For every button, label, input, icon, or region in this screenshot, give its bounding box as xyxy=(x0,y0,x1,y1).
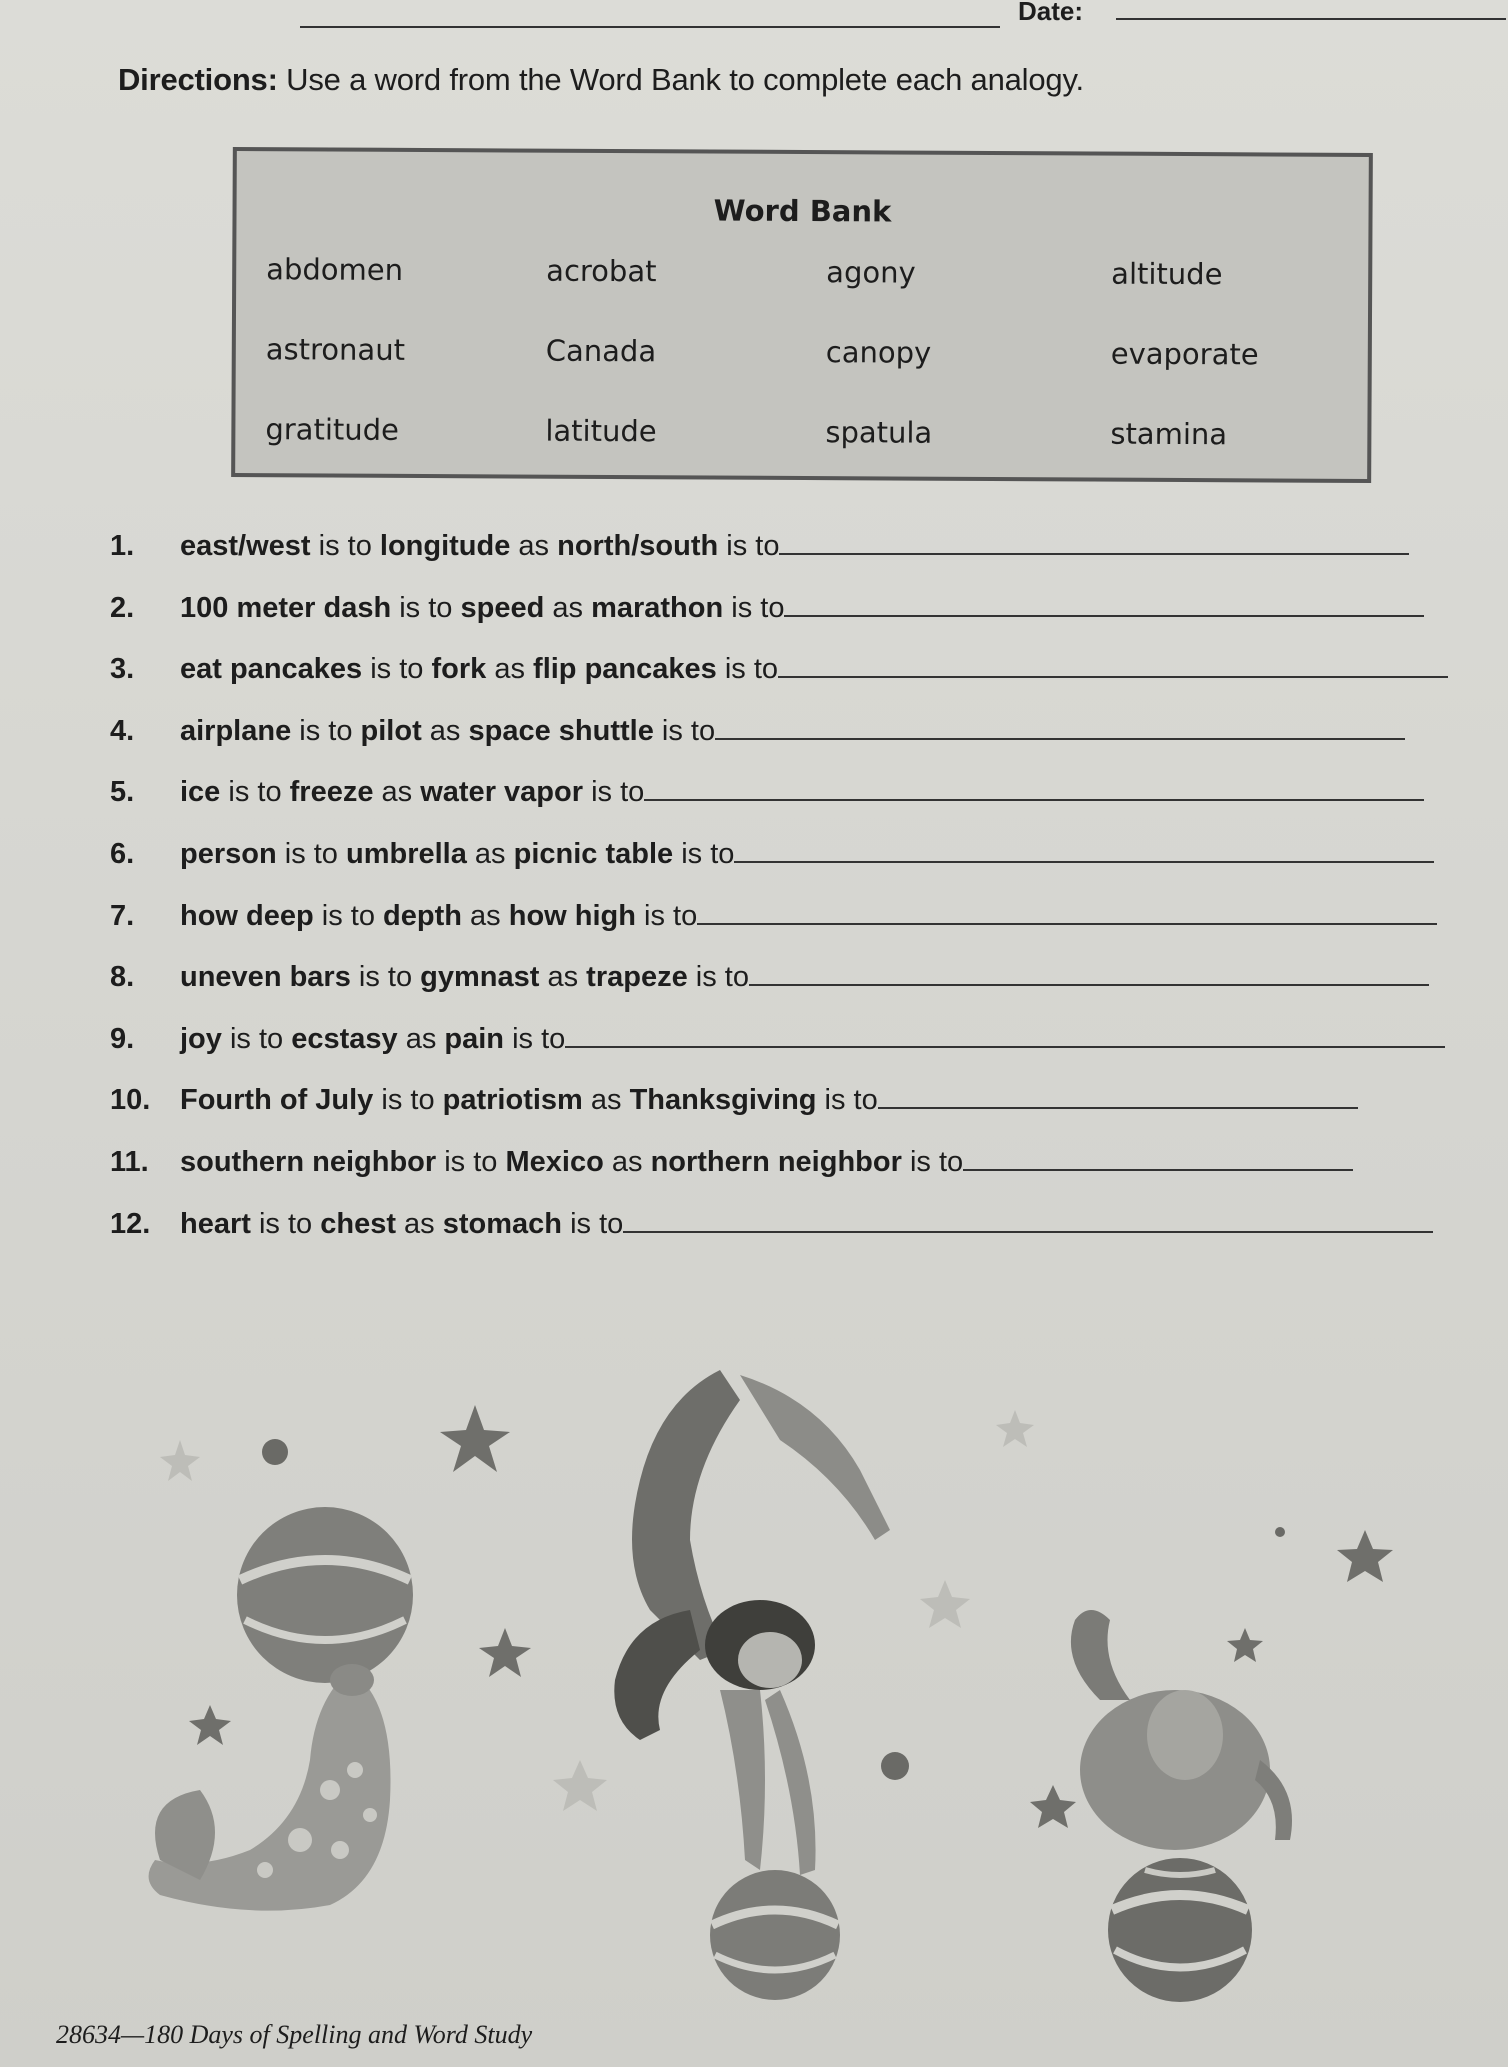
term-b: longitude xyxy=(379,530,511,562)
term-a: uneven bars xyxy=(180,961,351,994)
term-b: chest xyxy=(320,1207,396,1240)
connector: is to xyxy=(562,1207,624,1240)
word-bank-word: agony xyxy=(826,255,916,290)
connector: as xyxy=(461,899,509,932)
connector: is to xyxy=(221,1022,292,1055)
term-a: how deep xyxy=(180,899,314,932)
connector: as xyxy=(397,1022,445,1055)
connector: is to xyxy=(350,961,421,994)
term-b: gymnast xyxy=(420,961,540,994)
connector: as xyxy=(544,591,592,624)
connector: as xyxy=(510,530,558,562)
connector: is to xyxy=(583,776,645,809)
connector: is to xyxy=(635,899,698,932)
term-a: east/west xyxy=(180,530,311,562)
connector: as xyxy=(396,1207,443,1240)
star-icon xyxy=(479,1628,531,1677)
word-bank-word: gratitude xyxy=(265,412,400,447)
connector: is to xyxy=(220,776,290,809)
connector: is to xyxy=(313,899,384,932)
term-c: trapeze xyxy=(586,961,688,994)
word-bank-word: evaporate xyxy=(1110,336,1259,372)
connector: is to xyxy=(373,1084,443,1117)
term-c: pain xyxy=(444,1022,505,1055)
term-a: person xyxy=(180,837,277,870)
word-bank-word: Canada xyxy=(545,333,657,369)
term-c: how high xyxy=(508,899,636,932)
connector: is to xyxy=(816,1084,878,1117)
connector: is to xyxy=(673,837,735,870)
star-icon xyxy=(1337,1530,1393,1582)
connector: as xyxy=(486,653,534,686)
star-icon xyxy=(1227,1628,1263,1662)
connector: as xyxy=(539,961,587,994)
question-number: 6. xyxy=(110,837,135,870)
connector: is to xyxy=(716,653,779,686)
connector: is to xyxy=(653,714,716,747)
question-number: 8. xyxy=(110,961,135,994)
connector: is to xyxy=(901,1145,964,1178)
star-icon xyxy=(160,1440,200,1481)
connector: is to xyxy=(310,530,380,562)
term-c: picnic table xyxy=(513,837,674,870)
term-a: airplane xyxy=(180,714,292,747)
directions-label: Directions: xyxy=(118,62,278,97)
term-b: patriotism xyxy=(442,1084,583,1117)
star-icon xyxy=(1030,1785,1076,1828)
term-a: 100 meter dash xyxy=(180,591,392,624)
connector: as xyxy=(603,1145,651,1178)
term-a: ice xyxy=(180,776,221,809)
term-b: depth xyxy=(383,899,462,932)
term-c: flip pancakes xyxy=(533,653,717,686)
term-c: water vapor xyxy=(420,776,584,809)
question-number: 9. xyxy=(110,1022,135,1055)
directions-text: Use a word from the Word Bank to complete each analogy. xyxy=(286,62,1084,97)
connector: as xyxy=(421,714,469,747)
question-number: 5. xyxy=(110,776,135,809)
connector: as xyxy=(582,1084,630,1117)
word-bank-word: spatula xyxy=(825,415,933,450)
word-bank-word: astronaut xyxy=(265,332,406,367)
term-b: pilot xyxy=(360,714,422,747)
star-icon xyxy=(996,1410,1034,1447)
question-number: 4. xyxy=(110,714,135,747)
question-number: 12. xyxy=(110,1207,151,1240)
term-a: eat pancakes xyxy=(180,653,363,686)
question-number: 2. xyxy=(110,591,135,624)
star-icon xyxy=(920,1580,970,1628)
connector: as xyxy=(466,837,514,870)
term-b: ecstasy xyxy=(291,1022,398,1055)
question-number: 1. xyxy=(110,530,135,562)
star-icon xyxy=(440,1405,510,1472)
question-number: 11. xyxy=(110,1145,149,1178)
connector: is to xyxy=(504,1022,566,1055)
connector: is to xyxy=(436,1145,506,1178)
term-c: stomach xyxy=(442,1207,563,1240)
term-a: heart xyxy=(180,1207,251,1240)
connector: as xyxy=(373,776,421,809)
term-c: marathon xyxy=(591,591,724,624)
footer-credit: 28634—180 Days of Spelling and Word Study xyxy=(56,2020,533,2049)
term-b: Mexico xyxy=(505,1145,604,1178)
term-b: fork xyxy=(431,653,487,686)
connector: is to xyxy=(291,714,361,747)
elephant-illustration xyxy=(1071,1610,1292,2002)
term-a: joy xyxy=(180,1022,222,1055)
seal-illustration xyxy=(149,1507,413,1911)
term-c: north/south xyxy=(557,530,719,562)
star-icon xyxy=(553,1760,607,1811)
term-b: speed xyxy=(460,591,545,624)
connector: is to xyxy=(687,961,749,994)
term-a: southern neighbor xyxy=(180,1145,437,1178)
word-bank-word: stamina xyxy=(1110,416,1228,452)
date-label: Date: xyxy=(1018,0,1084,26)
star-icon xyxy=(189,1705,231,1745)
connector: is to xyxy=(718,530,780,562)
question-number: 10. xyxy=(110,1084,151,1117)
term-c: Thanksgiving xyxy=(629,1084,817,1117)
term-c: northern neighbor xyxy=(650,1145,902,1178)
connector: is to xyxy=(391,591,461,624)
acrobat-illustration xyxy=(614,1370,890,2000)
word-bank-word: abdomen xyxy=(266,252,404,287)
question-number: 3. xyxy=(110,653,135,686)
connector: is to xyxy=(276,837,346,870)
word-bank-word: latitude xyxy=(545,413,657,449)
word-bank-word: acrobat xyxy=(546,253,657,289)
connector: is to xyxy=(723,591,785,624)
word-bank-word: altitude xyxy=(1111,256,1223,292)
connector: is to xyxy=(362,653,432,686)
term-b: umbrella xyxy=(346,837,467,870)
term-c: space shuttle xyxy=(468,714,654,747)
word-bank-title: Word Bank xyxy=(713,193,892,229)
question-number: 7. xyxy=(110,899,135,932)
term-a: Fourth of July xyxy=(180,1084,374,1117)
connector: is to xyxy=(250,1207,321,1240)
term-b: freeze xyxy=(289,776,374,809)
word-bank-word: canopy xyxy=(825,335,932,370)
